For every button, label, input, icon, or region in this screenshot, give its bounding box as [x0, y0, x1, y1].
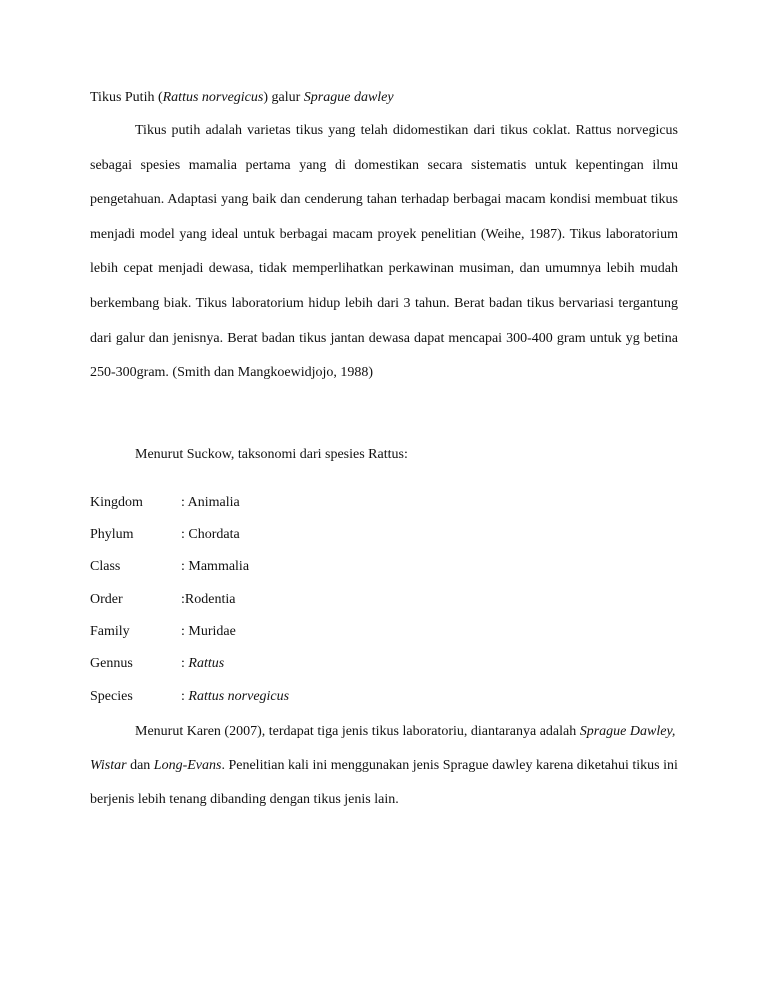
taxonomy-key: Gennus	[90, 656, 133, 671]
taxonomy-value: : Chordata	[181, 527, 240, 542]
taxonomy-key: Phylum	[90, 527, 134, 542]
paragraph-description: Tikus putih adalah varietas tikus yang telah didomestikan dari tikus coklat. Rattus norvegicus sebagai spesies mamalia pertama yang di domestikan secara sistematis untuk kepentingan ilmu pengetahuan. Adaptasi yang baik dan cenderung tahan terhadap berbagai macam kondisi membuat tikus menjadi model yang ideal untuk berbagai macam proyek penelitian (Weihe, 1987). Tikus laboratorium lebih cepat menjadi dewasa, tidak memperlihatkan perkawinan musiman, dan umumnya lebih mudah berkembang biak. Tikus laboratorium hidup lebih dari 3 tahun. Berat badan tikus bervariasi tergantung dari galur dan jenisnya. Berat badan tikus jantan dewasa dapat mencapai 300-400 gram untuk yg betina 250-300gram. (Smith dan Mangkoewidjojo, 1988)	[90, 123, 678, 381]
taxonomy-intro: Menurut Suckow, taksonomi dari spesies Rattus:	[135, 447, 408, 462]
taxonomy-key: Family	[90, 624, 130, 639]
taxonomy-value-prefix: :	[181, 656, 189, 671]
taxonomy-value-italic: Rattus	[188, 656, 225, 671]
taxonomy-value	[181, 688, 289, 706]
paragraph-strains	[90, 715, 678, 817]
section-title	[90, 89, 394, 107]
taxonomy-key: Kingdom	[90, 495, 143, 510]
taxonomy-value: : Muridae	[181, 624, 236, 639]
title-text-2: ) galur	[263, 90, 304, 105]
paragraph-strains-text-3: . Penelitian kali ini menggunakan jenis Sprague dawley karena diketahui tikus ini berjenis lebih tenang dibanding dengan tikus jenis lain.	[90, 758, 678, 807]
paragraph-strains-italic-1: Sprague Dawley, Wistar	[90, 724, 676, 773]
taxonomy-value: : Mammalia	[181, 559, 250, 574]
taxonomy-key: Order	[90, 592, 123, 607]
taxonomy-value: :Rodentia	[181, 592, 236, 607]
paragraph-strains-italic-2: Long-Evans	[153, 758, 222, 773]
title-text-1: Tikus Putih (	[90, 90, 163, 105]
title-species-italic: Rattus norvegicus	[162, 90, 264, 105]
taxonomy-value	[181, 655, 224, 673]
taxonomy-value-italic: Rattus norvegicus	[188, 689, 290, 704]
paragraph-strains-text-1: Menurut Karen (2007), terdapat tiga jenis tikus laboratoriu, diantaranya adalah	[135, 724, 580, 739]
taxonomy-key: Species	[90, 689, 133, 704]
title-strain-italic: Sprague dawley	[303, 90, 394, 105]
taxonomy-key: Class	[90, 559, 121, 574]
taxonomy-value-prefix: :	[181, 689, 189, 704]
taxonomy-value: : Animalia	[181, 495, 240, 510]
paragraph-strains-text-2: dan	[126, 758, 154, 773]
